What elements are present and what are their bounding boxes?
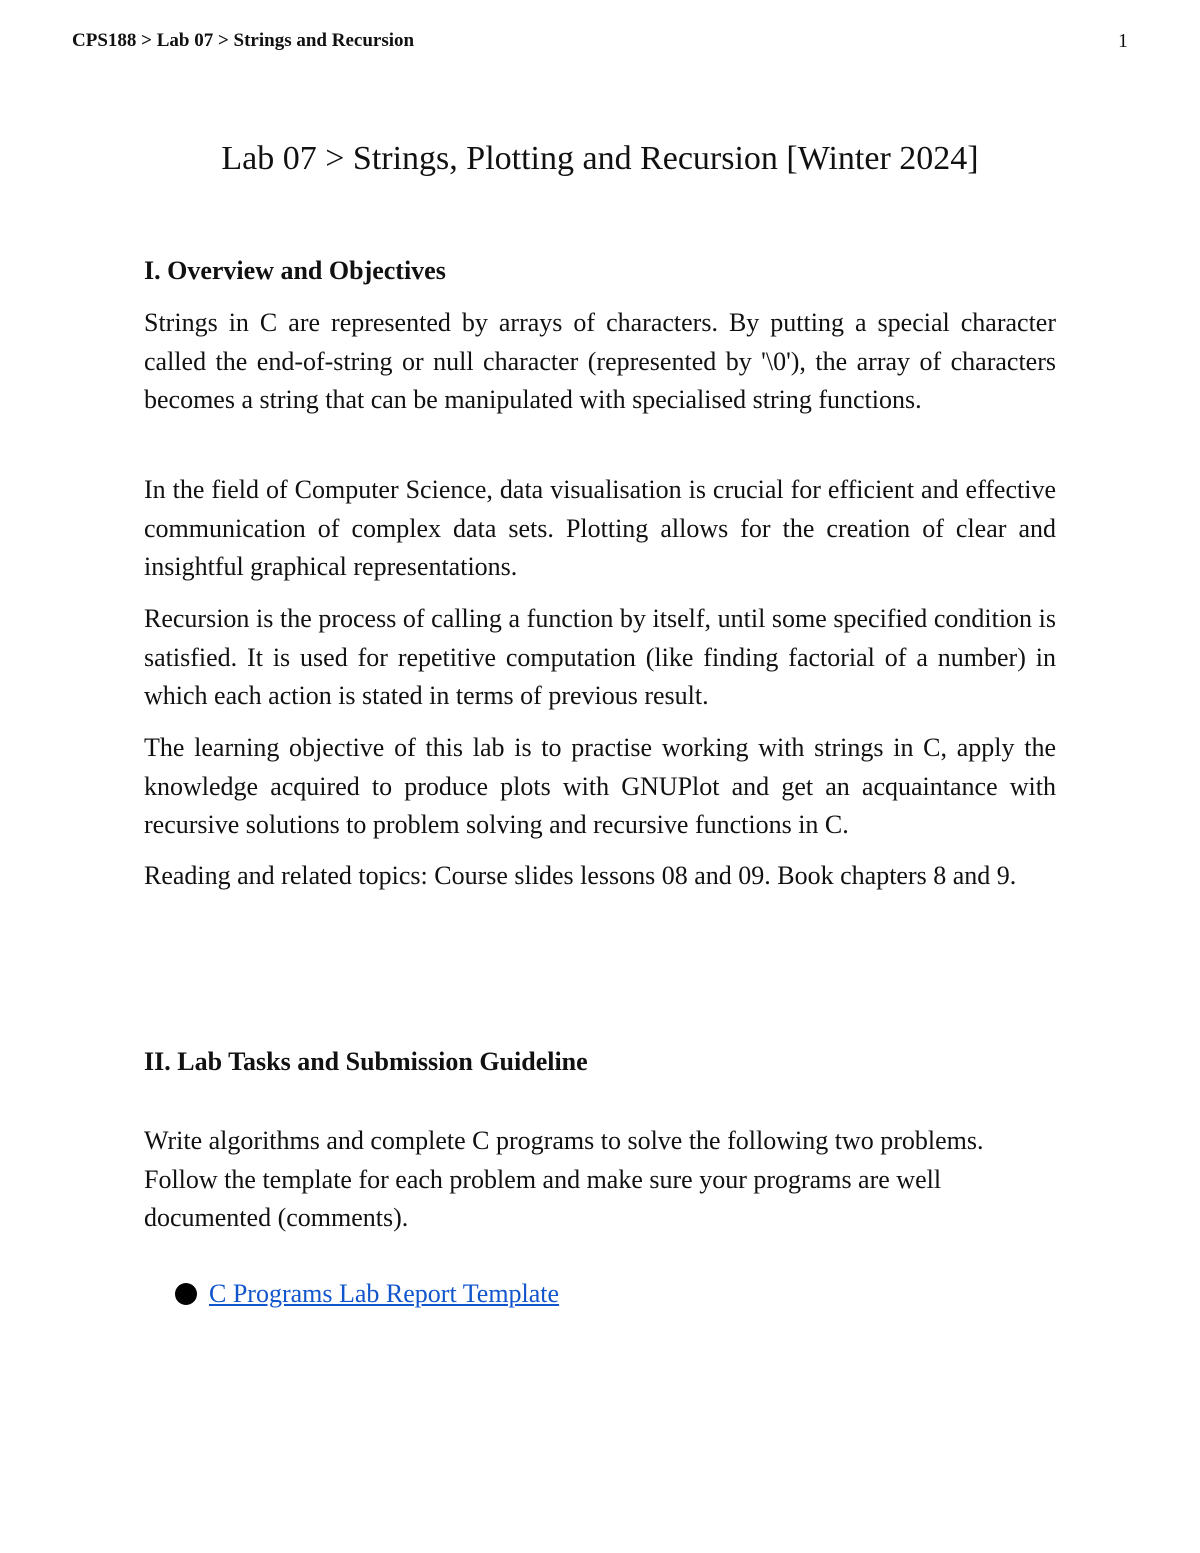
section-heading-lab-tasks: II. Lab Tasks and Submission Guideline <box>144 1047 588 1076</box>
page-header <box>72 30 1128 60</box>
section-heading-overview: I. Overview and Objectives <box>144 256 446 285</box>
lab-report-template-link[interactable]: C Programs Lab Report Template <box>209 1279 560 1308</box>
page-number: 1 <box>1118 30 1128 52</box>
breadcrumb: CPS188 > Lab 07 > Strings and Recursion <box>72 30 415 51</box>
paragraph-reading: Reading and related topics: Course slides lessons 08 and 09. Book chapters 8 and 9. <box>144 861 1017 890</box>
paragraph-strings: Strings in C are represented by arrays of characters. By putting a special character called the end-of-string or null character (represented by '\0'), the array of characters becomes a string that can be manipulated with specialised string functions. <box>144 308 1056 414</box>
bullet-icon <box>175 1283 197 1305</box>
list-item <box>175 1275 559 1313</box>
paragraph-recursion: Recursion is the process of calling a function by itself, until some specified condition is satisfied. It is used for repetitive computation (like finding factorial of a number) in which each action is stated in terms of previous result. <box>144 604 1056 710</box>
paragraph-learning-objective: The learning objective of this lab is to practise working with strings in C, apply the knowledge acquired to produce plots with GNUPlot and get an acquaintance with recursive solutions to problem solving and recursive functions in C. <box>144 733 1056 839</box>
paragraph-instructions: Write algorithms and complete C programs to solve the following two problems. Follow the template for each problem and make sure your programs are well documented (comments). <box>144 1126 984 1232</box>
paragraph-visualisation: In the field of Computer Science, data visualisation is crucial for efficient and effective communication of complex data sets. Plotting allows for the creation of clear and insightful graphical representations. <box>144 475 1056 581</box>
document-title: Lab 07 > Strings, Plotting and Recursion [Winter 2024] <box>221 140 979 177</box>
